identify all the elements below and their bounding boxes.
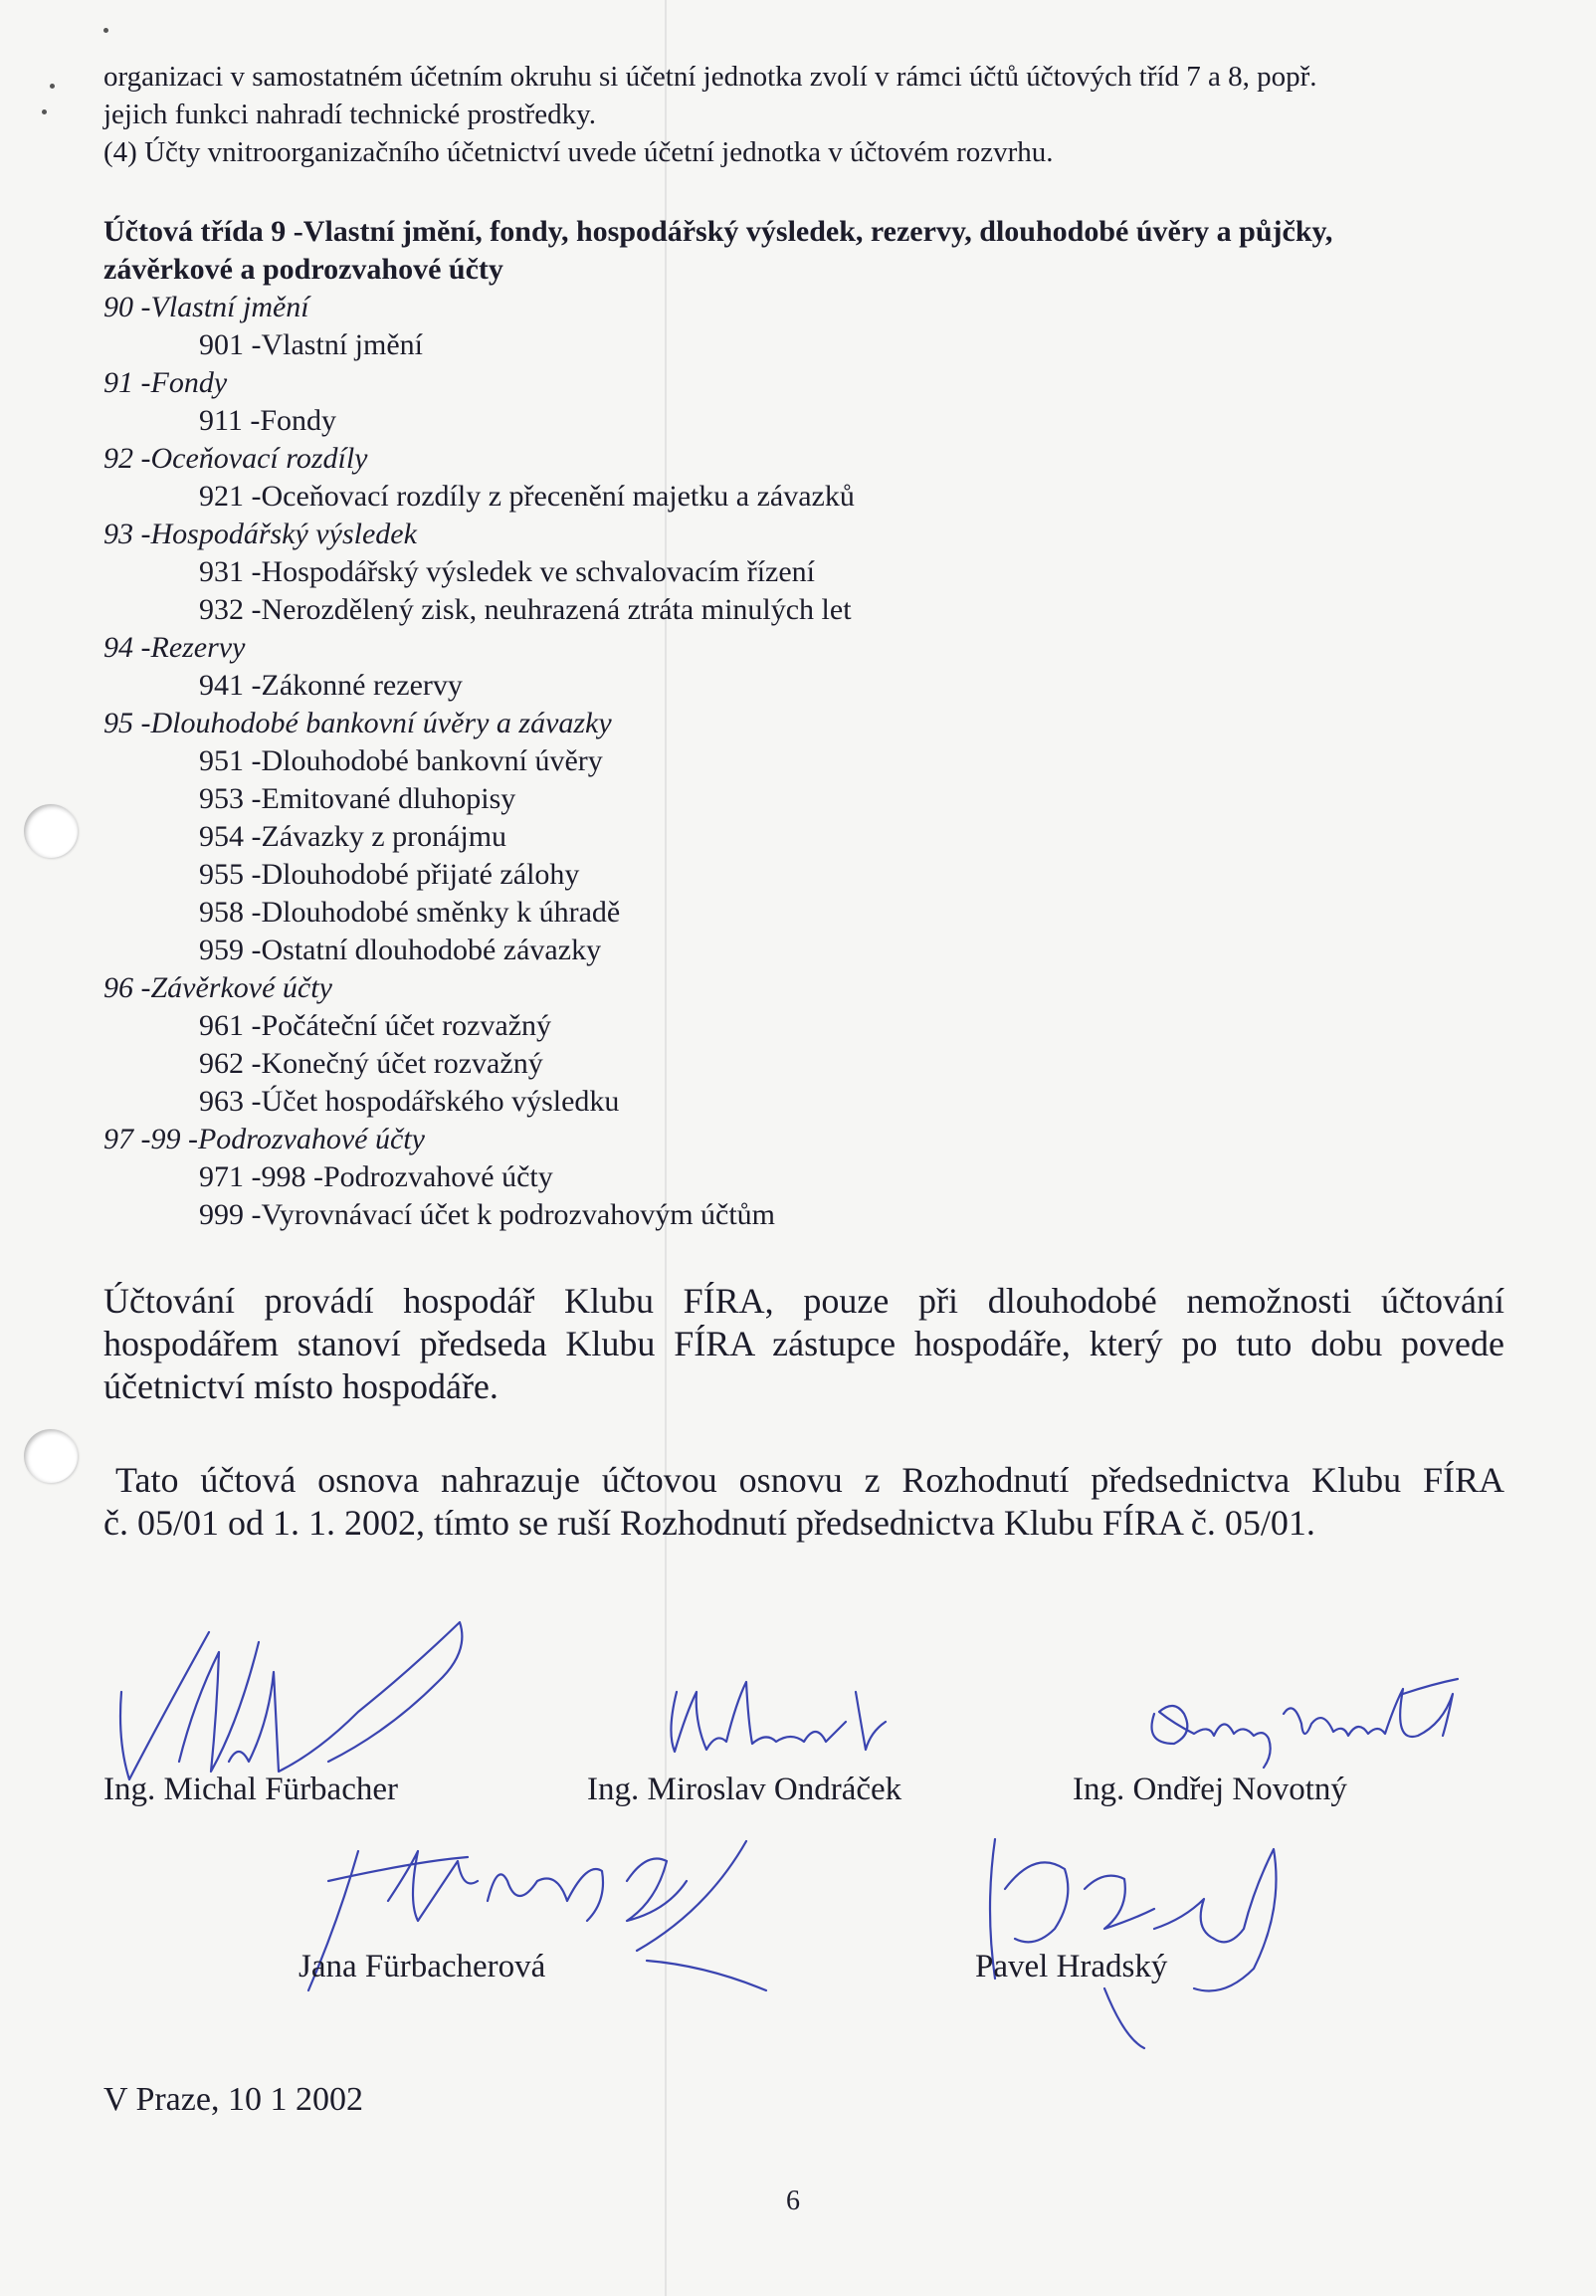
signature-novotny	[1134, 1664, 1473, 1774]
account-item: 955 -Dlouhodobé přijaté zálohy	[199, 858, 580, 891]
paragraph-line: hospodářem stanoví předseda Klubu FÍRA zástupce hospodáře, který po tuto dobu povede	[103, 1324, 1504, 1363]
account-item: 951 -Dlouhodobé bankovní úvěry	[199, 744, 603, 777]
account-item: 999 -Vyrovnávací účet k podrozvahovým účtům	[199, 1198, 776, 1231]
account-item: 901 -Vlastní jmění	[199, 328, 423, 361]
account-group-title: 95 -Dlouhodobé bankovní úvěry a závazky	[103, 707, 612, 739]
account-group-title: 91 -Fondy	[103, 366, 228, 399]
signature-hradsky	[955, 1829, 1294, 2048]
account-group-title: 92 -Oceňovací rozdíly	[103, 442, 368, 475]
paragraph-line: Účtování provádí hospodář Klubu FÍRA, pouze při dlouhodobé nemožnosti účtování	[103, 1281, 1504, 1321]
account-group-title: 90 -Vlastní jmění	[103, 291, 309, 323]
account-item: 962 -Konečný účet rozvažný	[199, 1047, 543, 1080]
account-item: 941 -Zákonné rezervy	[199, 669, 463, 702]
paragraph-line: č. 05/01 od 1. 1. 2002, tímto se ruší Rozhodnutí předsednictva Klubu FÍRA č. 05/01.	[103, 1503, 1315, 1543]
account-item: 961 -Počáteční účet rozvažný	[199, 1009, 552, 1042]
account-item: 971 -998 -Podrozvahové účty	[199, 1160, 553, 1193]
signatory-name: Ing. Michal Fürbacher	[103, 1772, 398, 1807]
class-heading: závěrkové a podrozvahové účty	[103, 253, 503, 286]
signature-ondracek	[657, 1662, 915, 1772]
account-group-title: 97 -99 -Podrozvahové účty	[103, 1123, 425, 1155]
punch-hole	[24, 804, 78, 858]
signatory-name: Jana Fürbacherová	[299, 1949, 546, 1984]
signature-furbacher	[100, 1612, 478, 1791]
account-item: 959 -Ostatní dlouhodobé závazky	[199, 934, 602, 966]
intro-line: jejich funkci nahradí technické prostředky.	[103, 99, 596, 130]
signatory-name: Ing. Ondřej Novotný	[1073, 1772, 1347, 1807]
account-item: 958 -Dlouhodobé směnky k úhradě	[199, 896, 621, 929]
scan-speck	[42, 109, 47, 114]
account-item: 954 -Závazky z pronájmu	[199, 820, 507, 853]
account-item: 931 -Hospodářský výsledek ve schvalovacím řízení	[199, 555, 815, 588]
signatory-name: Ing. Miroslav Ondráček	[587, 1772, 902, 1807]
scan-speck	[50, 84, 55, 89]
account-item: 953 -Emitované dluhopisy	[199, 782, 516, 815]
account-group-title: 93 -Hospodářský výsledek	[103, 518, 417, 550]
paragraph-line: Tato účtová osnova nahrazuje účtovou osnovu z Rozhodnutí předsednictva Klubu FÍRA	[115, 1460, 1504, 1500]
account-group-title: 94 -Rezervy	[103, 631, 246, 664]
intro-line: organizaci v samostatném účetním okruhu si účetní jednotka zvolí v rámci účtů účtových tříd 7 a 8, popř.	[103, 61, 1317, 93]
account-group-title: 96 -Závěrkové účty	[103, 971, 332, 1004]
signatory-name: Pavel Hradský	[975, 1949, 1168, 1984]
account-item: 963 -Účet hospodářského výsledku	[199, 1085, 620, 1118]
class-heading: Účtová třída 9 -Vlastní jmění, fondy, hospodářský výsledek, rezervy, dlouhodobé úvěry a půjčky,	[103, 215, 1333, 248]
account-item: 932 -Nerozdělený zisk, neuhrazená ztráta minulých let	[199, 593, 852, 626]
intro-line: (4) Účty vnitroorganizačního účetnictví uvede účetní jednotka v účtovém rozvrhu.	[103, 136, 1054, 168]
punch-hole	[24, 1429, 78, 1483]
paragraph-line: účetnictví místo hospodáře.	[103, 1366, 499, 1406]
place-and-date: V Praze, 10 1 2002	[103, 2081, 363, 2118]
account-item: 911 -Fondy	[199, 404, 337, 437]
scan-speck	[103, 28, 108, 33]
account-item: 921 -Oceňovací rozdíly z přecenění majetku a závazků	[199, 480, 855, 513]
page-number: 6	[786, 2186, 800, 2216]
